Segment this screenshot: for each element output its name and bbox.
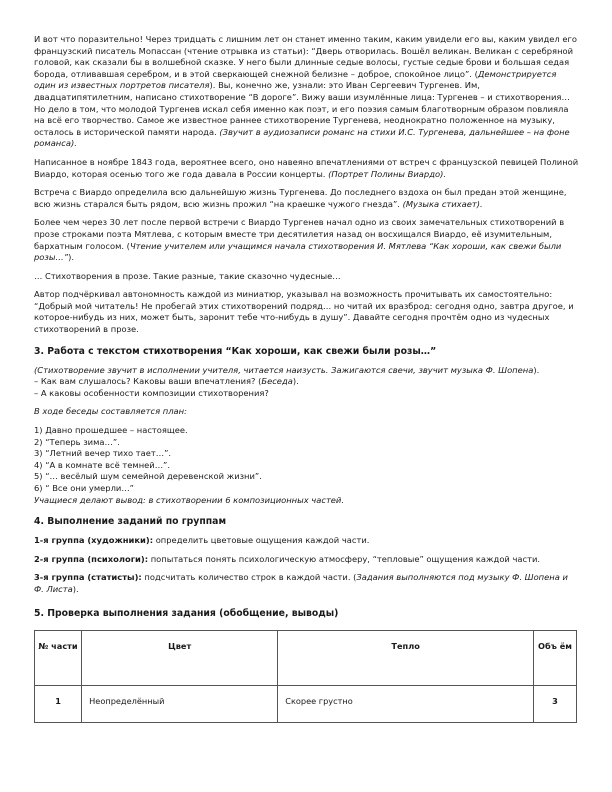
column-header-color: Цвет — [82, 630, 278, 685]
section-4-heading: 4. Выполнение заданий по группам — [34, 516, 227, 528]
plan-list — [34, 425, 579, 495]
table-cell: Неопределённый — [82, 685, 278, 722]
paragraph-prose-poems: … Стихотворения в прозе. Такие разные, такие сказочно чудесные… — [34, 270, 341, 281]
group-artists: 1-я группа (художники): определить цветовые ощущения каждой части. — [34, 535, 370, 546]
document-page — [34, 34, 579, 723]
section-5-heading: 5. Проверка выполнения задания (обобщение, выводы) — [34, 607, 339, 619]
table-cell: Скорее грустно — [278, 685, 534, 722]
section-3-intro: (Стихотворение звучит в исполнении учителя, читается наизусть. Зажигаются свечи, звучит музыка Ф. Шопена). — [34, 364, 540, 375]
question-impressions: – Как вам слушалось? Каковы ваши впечатления? (Беседа). — [34, 376, 299, 387]
question-composition: – А каковы особенности композиции стихотворения? — [34, 387, 269, 398]
group-statisticians: 3-я группа (статисты): подсчитать количество строк в каждой части. (Задания выполняются под музыку Ф. Шопена и Ф. Листа). — [34, 572, 568, 594]
table-header-row — [35, 630, 577, 685]
group-psychologists: 2-я группа (психологи): попытаться понять психологическую атмосферу, “тепловые” ощущения каждой части. — [34, 553, 541, 564]
paragraph-viardo-concerts: Написанное в ноябре 1843 года, вероятнее всего, оно навеяно впечатлениями от встреч с французской певицей Полиной Виардо, которая осенью того же года давала в России концерты. (Портрет Полины Виардо). — [34, 156, 579, 179]
table-cell: 1 — [35, 685, 82, 722]
results-table — [34, 630, 577, 723]
plan-intro: В ходе беседы составляется план: — [34, 406, 187, 417]
paragraph-myatlev: Более чем через 30 лет после первой встречи с Виардо Тургенев начал одно из своих замечательных стихотворений в прозе строками поэта Мятлева, с которым вместе три десятилетия назад он восхищался Виардо, её изумительным, бархатным голосом. (Чтение учителем или учащимся начала стихотворения И. Мятлева “Как хороши, как свежи были розы…”). — [34, 217, 565, 263]
column-header-part-number: № части — [35, 630, 82, 685]
plan-item: 5) “… весёлый шум семейной деревенской жизни”. — [34, 471, 262, 482]
table-cell: 3 — [533, 685, 576, 722]
plan-item: 1) Давно прошедшее – настоящее. — [34, 425, 188, 436]
plan-item: 6) “ Все они умерли…” — [34, 483, 135, 493]
plan-item: 3) “Летний вечер тихо тает…”. — [34, 448, 172, 459]
paragraph-maupassant: И вот что поразительно! Через тридцать с лишним лет он станет именно таким, каким увидели его вы, каким увидел его французский писатель Мопассан (чтение отрывка из статьи): “Дверь отворилась. Вошёл великан. Великан с серебряной головой, как сказали бы в волшебной сказке. У него были длинные седые волосы, густые седые брови и большая седая борода, отливавшая серебром, и в этой сверкающей снежной белизне – доброе, спокойное лицо”. (Демонстрируется один из известных портретов писателя). Вы, конечно же, узнали: это Иван Сергеевич Тургенев. Им, двадцатипятилетним, написано стихотворение “В дороге”. Вижу ваши изумлённые лица: Тургенев – и стихотворения… Но дело в том, что молодой Тургенев искал себя именно как поэт, и его поэзия самым благотворным образом повлияла на всё его творчество. Самое же известное раннее стихотворение Тургенева, неоднократно положенное на музыку, осталось в исторической памяти народа. (Звучит в аудиозаписи романс на стихи И.С. Тургенева, дальнейшее – на фоне романса). — [34, 34, 577, 149]
plan-item: 4) “А в комнате всё темней…”. — [34, 459, 171, 470]
table-row — [35, 685, 577, 722]
paragraph-author-reader: Автор подчёркивал автономность каждой из миниатюр, указывал на возможность прочитывать их самостоятельно: “Добрый мой читатель! Не пробегай этих стихотворений подряд… но читай их вразброд: сегодня одно, завтра другое, и которое-нибудь из них, может быть, заронит тебе что-нибудь в душу”. Давайте сегодня прочтём одно из чудесных стихотворений в прозе. — [34, 289, 574, 335]
column-header-volume: Объ ём — [533, 630, 576, 685]
section-3-heading: 3. Работа с текстом стихотворения “Как хороши, как свежи были розы…” — [34, 345, 437, 357]
plan-item: 2) “Теперь зима…”. — [34, 436, 120, 447]
paragraph-viardo-meeting: Встреча с Виардо определила всю дальнейшую жизнь Тургенева. До последнего вздоха он был предан этой женщине, всю жизнь старался быть рядом, всю жизнь прожил “на краешке чужого гнезда”. (Музыка стихает). — [34, 187, 567, 209]
plan-conclusion: Учащиеся делают вывод: в стихотворении 6 композиционных частей. — [34, 494, 345, 505]
column-header-warmth: Тепло — [278, 630, 534, 685]
